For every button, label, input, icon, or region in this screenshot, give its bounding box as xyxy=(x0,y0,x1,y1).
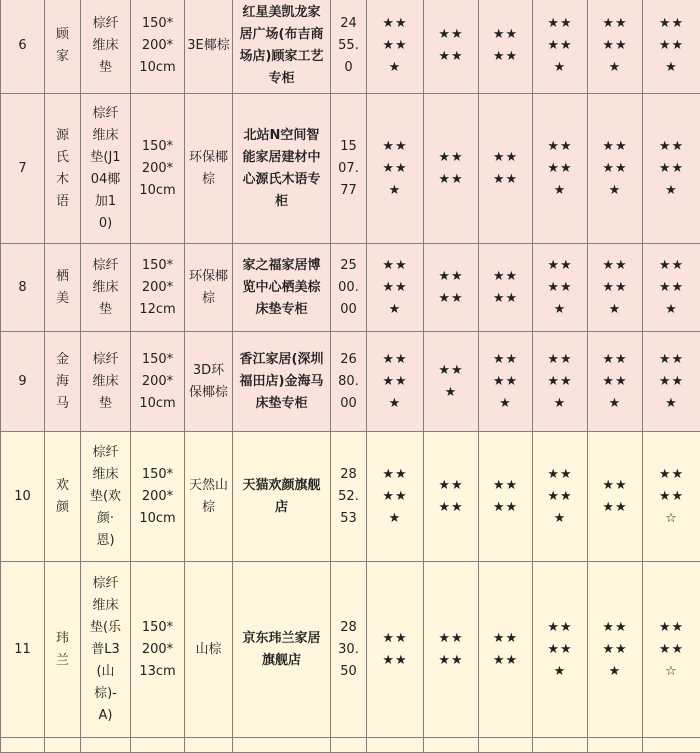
rating-1-cell: ★★★★★ xyxy=(367,94,424,244)
rating-1-cell: ★★★★★ xyxy=(367,0,424,94)
row-number: 11 xyxy=(1,562,45,738)
rating-4-cell: ★★★★★ xyxy=(533,332,588,432)
material-cell: 环保椰棕 xyxy=(185,94,233,244)
rating-3-cell: ★★★★ xyxy=(479,244,533,332)
rating-2-cell: ★★★★ xyxy=(424,244,479,332)
rating-2-cell: ★★★★ xyxy=(424,0,479,94)
size-cell: 150*200*12cm xyxy=(131,244,185,332)
rating-3-cell: ★★★★★ xyxy=(479,332,533,432)
store-cell: 红星美凯龙家居广场(布吉商场店)顾家工艺专柜 xyxy=(233,0,331,94)
rating-5-cell: ★★★★ xyxy=(588,432,643,562)
size-cell: 150*200*10cm xyxy=(131,432,185,562)
material-cell: 3D环保椰棕 xyxy=(185,332,233,432)
rating-1-cell: ★★★★ xyxy=(367,562,424,738)
price-cell: 1507.77 xyxy=(331,94,367,244)
table-body xyxy=(1,0,700,753)
size-cell: 150*200*13cm xyxy=(131,562,185,738)
rating-5-cell: ★★★★★ xyxy=(588,244,643,332)
rating-4-cell: ★★★★★ xyxy=(533,562,588,738)
rating-2-cell: ★★★★ xyxy=(424,432,479,562)
rating-6-cell: ★★★★★ xyxy=(643,0,700,94)
product-cell: 棕纤维床垫 xyxy=(81,0,131,94)
table-row xyxy=(1,0,700,94)
row-number: 6 xyxy=(1,0,45,94)
store-cell: 天猫欢颜旗舰店 xyxy=(233,432,331,562)
product-cell: 棕纤维床垫(乐普L3(山棕)-A) xyxy=(81,562,131,738)
rating-6-cell: ★★★★★ xyxy=(643,94,700,244)
brand-cell: 源氏木语 xyxy=(45,94,81,244)
rating-5-cell: ★★★★★ xyxy=(588,94,643,244)
product-cell: 棕纤维床垫(J104椰加10) xyxy=(81,94,131,244)
rating-4-cell: ★★★★★ xyxy=(533,0,588,94)
rating-4-cell: ★★★★★ xyxy=(533,94,588,244)
size-cell: 150*200*10cm xyxy=(131,94,185,244)
table-row xyxy=(1,244,700,332)
brand-cell: 欢颜 xyxy=(45,432,81,562)
row-number: 10 xyxy=(1,432,45,562)
rating-1-cell: ★★★★★ xyxy=(367,332,424,432)
rating-2-cell: ★★★★ xyxy=(424,94,479,244)
rating-3-cell: ★★★★ xyxy=(479,0,533,94)
size-cell: 150*200*10cm xyxy=(131,332,185,432)
rating-5-cell: ★★★★★ xyxy=(588,0,643,94)
rating-6-cell: ★★★★☆ xyxy=(643,432,700,562)
price-cell: 2455.0 xyxy=(331,0,367,94)
material-cell: 天然山棕 xyxy=(185,432,233,562)
brand-cell: 顾家 xyxy=(45,0,81,94)
brand-cell: 栖美 xyxy=(45,244,81,332)
store-cell: 家之福家居博览中心栖美棕床垫专柜 xyxy=(233,244,331,332)
price-cell: 2852.53 xyxy=(331,432,367,562)
rating-6-cell: ★★★★★ xyxy=(643,244,700,332)
rating-4-cell: ★★★★★ xyxy=(533,244,588,332)
store-cell: 北站N空间智能家居建材中心源氏木语专柜 xyxy=(233,94,331,244)
table-row xyxy=(1,332,700,432)
table-row xyxy=(1,94,700,244)
price-cell: 2680.00 xyxy=(331,332,367,432)
price-cell: 2830.50 xyxy=(331,562,367,738)
product-cell: 棕纤维床垫(欢颜·恩) xyxy=(81,432,131,562)
rating-6-cell: ★★★★★ xyxy=(643,332,700,432)
row-number: 9 xyxy=(1,332,45,432)
rating-3-cell: ★★★★ xyxy=(479,432,533,562)
product-cell: 棕纤维床垫 xyxy=(81,244,131,332)
store-cell: 香江家居(深圳福田店)金海马床垫专柜 xyxy=(233,332,331,432)
row-number: 8 xyxy=(1,244,45,332)
brand-cell: 玮兰 xyxy=(45,562,81,738)
product-cell: 棕纤维床垫 xyxy=(81,332,131,432)
table-row xyxy=(1,432,700,562)
brand-cell: 金海马 xyxy=(45,332,81,432)
rating-6-cell: ★★★★☆ xyxy=(643,562,700,738)
rating-5-cell: ★★★★★ xyxy=(588,562,643,738)
price-cell: 2500.00 xyxy=(331,244,367,332)
rating-1-cell: ★★★★★ xyxy=(367,432,424,562)
rating-4-cell: ★★★★★ xyxy=(533,432,588,562)
size-cell: 150*200*10cm xyxy=(131,0,185,94)
rating-2-cell: ★★★★ xyxy=(424,562,479,738)
material-cell: 3E椰棕 xyxy=(185,0,233,94)
rating-2-cell: ★★★ xyxy=(424,332,479,432)
table-row xyxy=(1,738,700,753)
material-cell: 环保椰棕 xyxy=(185,244,233,332)
rating-1-cell: ★★★★★ xyxy=(367,244,424,332)
store-cell: 京东玮兰家居旗舰店 xyxy=(233,562,331,738)
row-number: 7 xyxy=(1,94,45,244)
rating-3-cell: ★★★★ xyxy=(479,562,533,738)
rating-3-cell: ★★★★ xyxy=(479,94,533,244)
material-cell: 山棕 xyxy=(185,562,233,738)
rating-5-cell: ★★★★★ xyxy=(588,332,643,432)
table-row xyxy=(1,562,700,738)
